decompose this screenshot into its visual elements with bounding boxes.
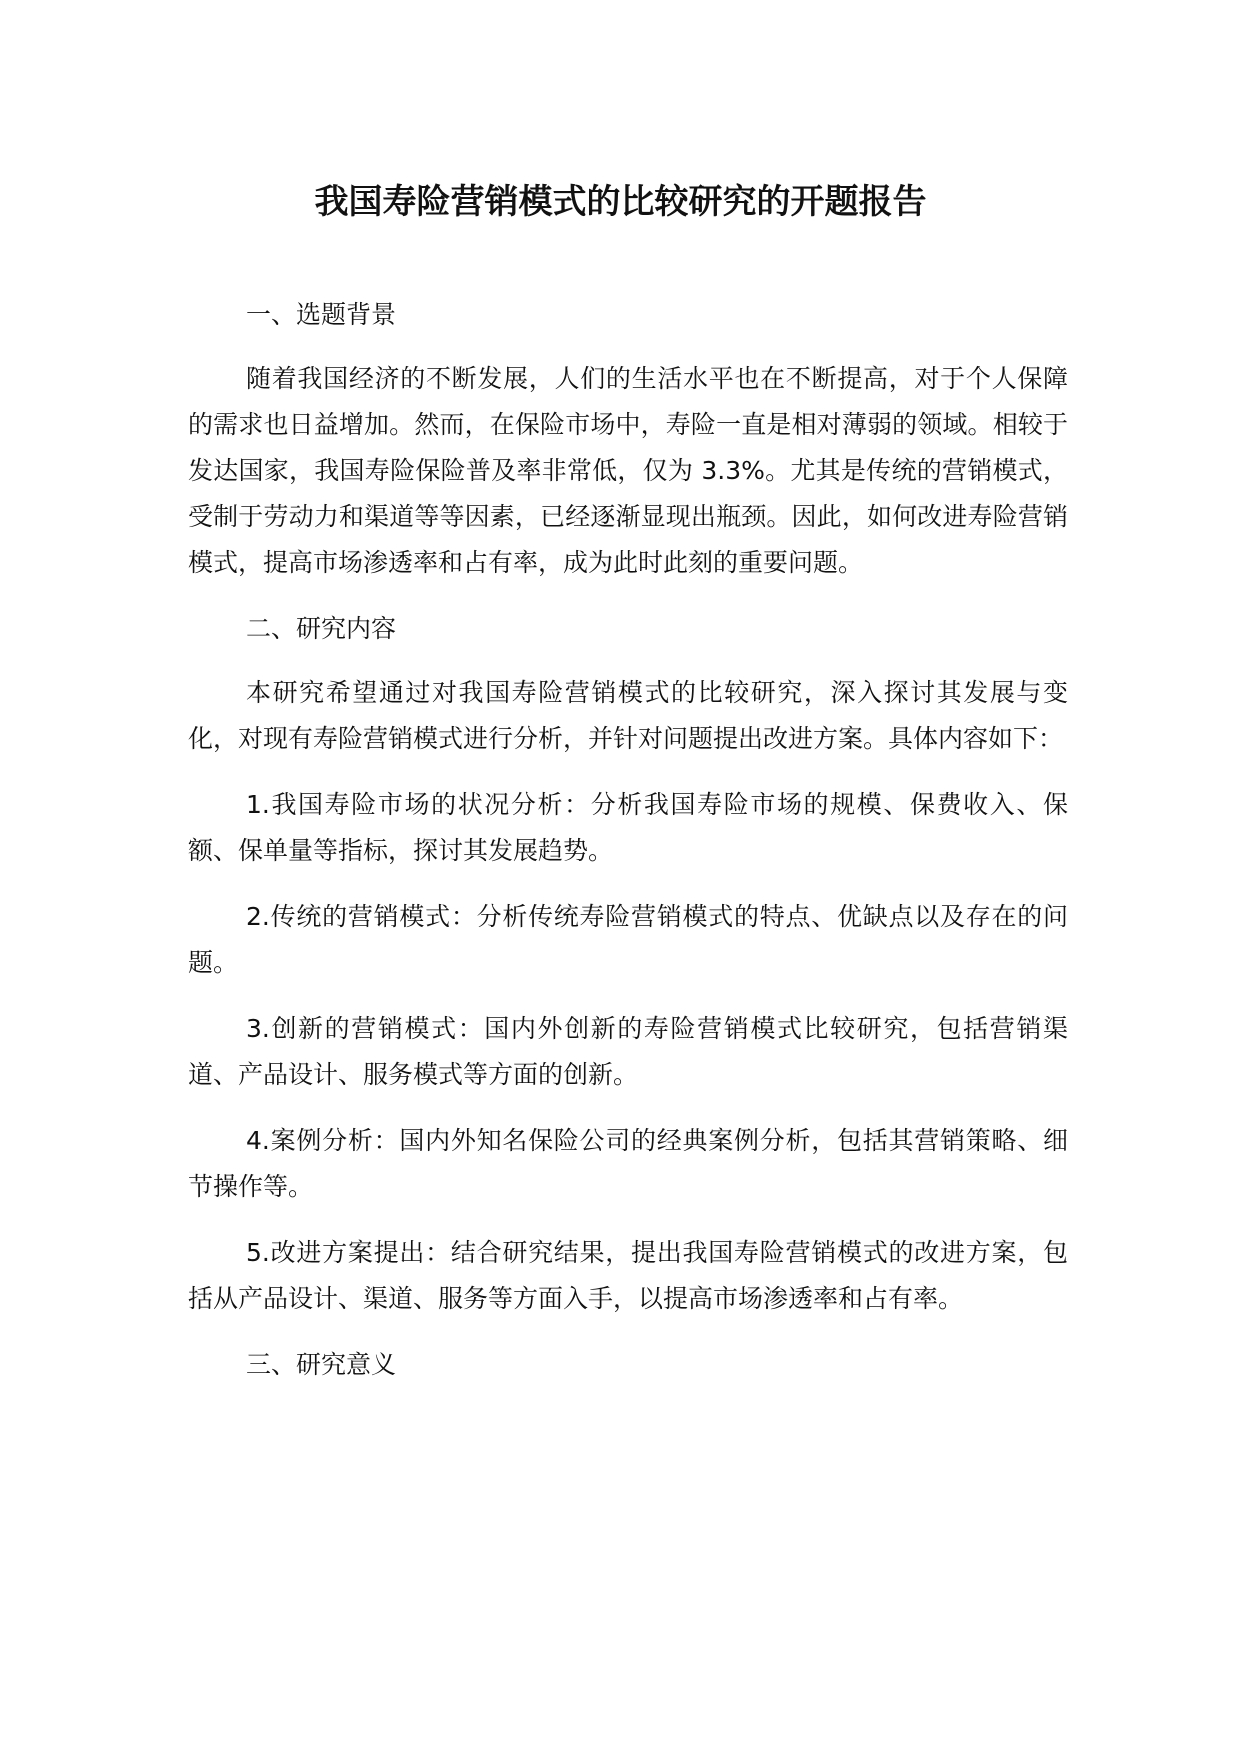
- list-item: 5.改进方案提出：结合研究结果，提出我国寿险营销模式的改进方案，包括从产品设计、渠道、服务等方面入手，以提高市场渗透率和占有率。: [188, 1238, 1068, 1313]
- section-research-content: [188, 606, 1068, 1322]
- section-heading: 二、研究内容: [246, 614, 397, 643]
- section-heading: 一、选题背景: [246, 300, 397, 329]
- list-item: 4.案例分析：国内外知名保险公司的经典案例分析，包括其营销策略、细节操作等。: [188, 1126, 1068, 1201]
- paragraph: 随着我国经济的不断发展，人们的生活水平也在不断提高，对于个人保障的需求也日益增加。然而，在保险市场中，寿险一直是相对薄弱的领域。相较于发达国家，我国寿险保险普及率非常低，仅为 3.3%。尤其是传统的营销模式，受制于劳动力和渠道等等因素，已经逐渐显现出瓶颈。因此，如何改进寿险营销模式，提高市场渗透率和占有率，成为此时此刻的重要问题。: [188, 364, 1068, 577]
- document-title: 我国寿险营销模式的比较研究的开题报告: [314, 182, 927, 222]
- paragraph: 本研究希望通过对我国寿险营销模式的比较研究，深入探讨其发展与变化，对现有寿险营销模式进行分析，并针对问题提出改进方案。具体内容如下：: [188, 678, 1068, 753]
- section-heading: 三、研究意义: [246, 1350, 397, 1379]
- document-body: [188, 292, 1068, 1406]
- list-item: 1.我国寿险市场的状况分析：分析我国寿险市场的规模、保费收入、保额、保单量等指标，探讨其发展趋势。: [188, 790, 1068, 865]
- section-background: [188, 292, 1068, 586]
- section-research-significance: [188, 1342, 1068, 1388]
- list-item: 2.传统的营销模式：分析传统寿险营销模式的特点、优缺点以及存在的问题。: [188, 902, 1068, 977]
- list-item: 3.创新的营销模式：国内外创新的寿险营销模式比较研究，包括营销渠道、产品设计、服务模式等方面的创新。: [188, 1014, 1068, 1089]
